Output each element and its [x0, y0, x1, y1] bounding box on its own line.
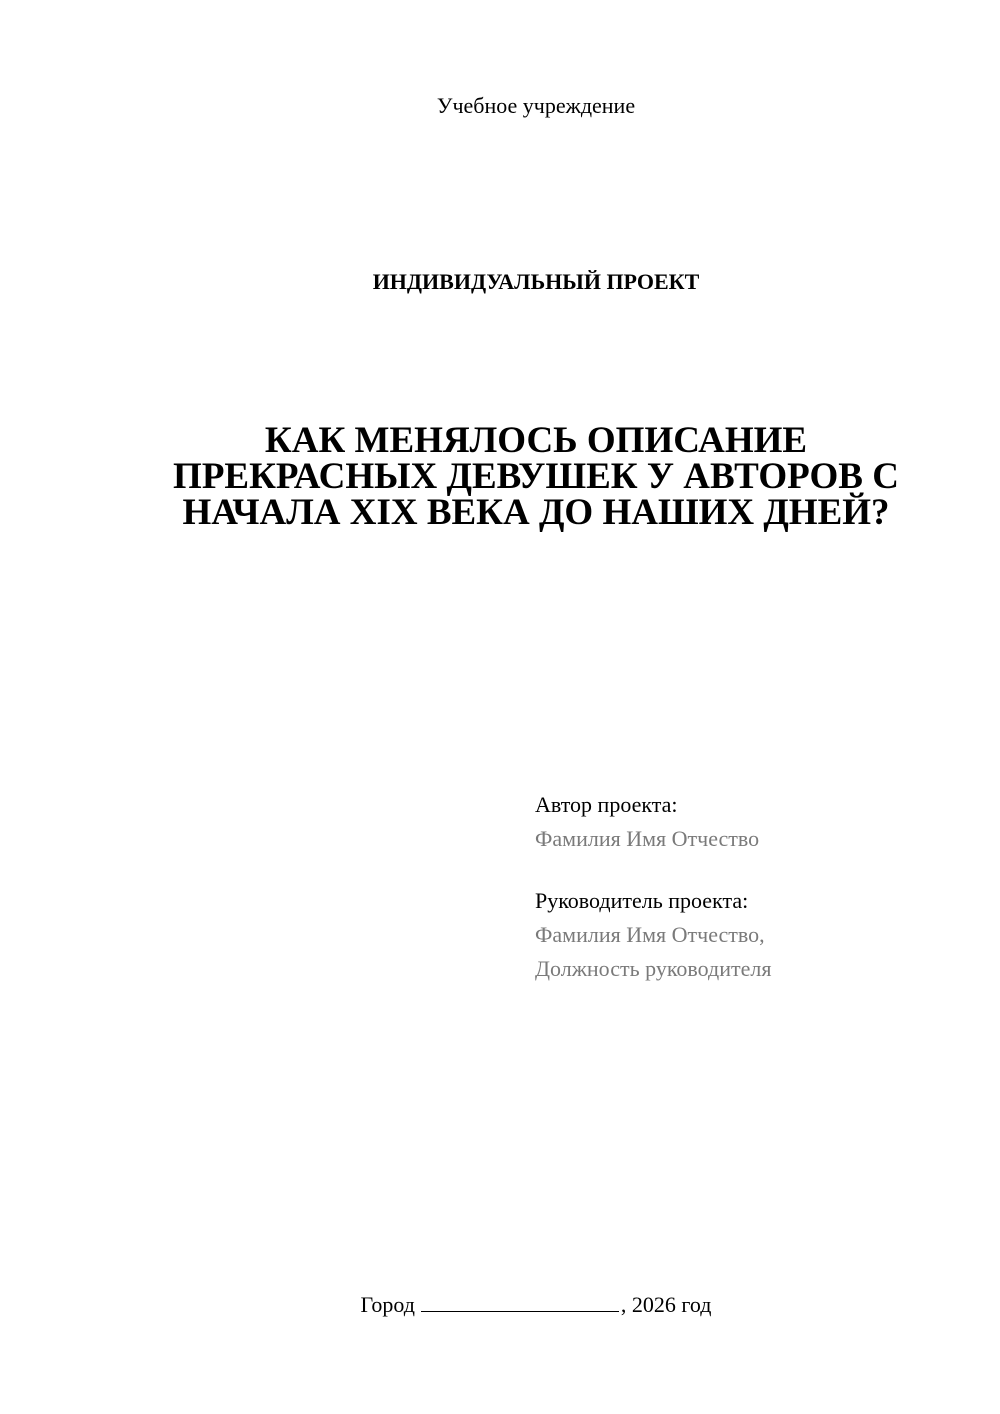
title-line-3: НАЧАЛА XIX ВЕКА ДО НАШИХ ДНЕЙ?	[182, 492, 890, 533]
supervisor-label: Руководитель проекта:	[535, 888, 749, 913]
city-label: Город	[360, 1292, 415, 1317]
title-line-2: ПРЕКРАСНЫХ ДЕВУШЕК У АВТОРОВ С	[173, 456, 899, 497]
footer-city-year	[0, 1290, 1000, 1320]
supervisor-position: Должность руководителя	[535, 956, 772, 981]
year-text: , 2026 год	[620, 1292, 712, 1317]
document-type: ИНДИВИДУАЛЬНЫЙ ПРОЕКТ	[372, 269, 700, 294]
author-label: Автор проекта:	[535, 792, 678, 817]
city-blank-line	[421, 1291, 619, 1312]
supervisor-name: Фамилия Имя Отчество,	[535, 922, 765, 947]
institution-name: Учебное учреждение	[436, 93, 636, 118]
project-title	[100, 420, 972, 533]
title-line-1: КАК МЕНЯЛОСЬ ОПИСАНИЕ	[264, 420, 808, 461]
credits-block	[535, 788, 975, 986]
author-name: Фамилия Имя Отчество	[535, 826, 760, 851]
